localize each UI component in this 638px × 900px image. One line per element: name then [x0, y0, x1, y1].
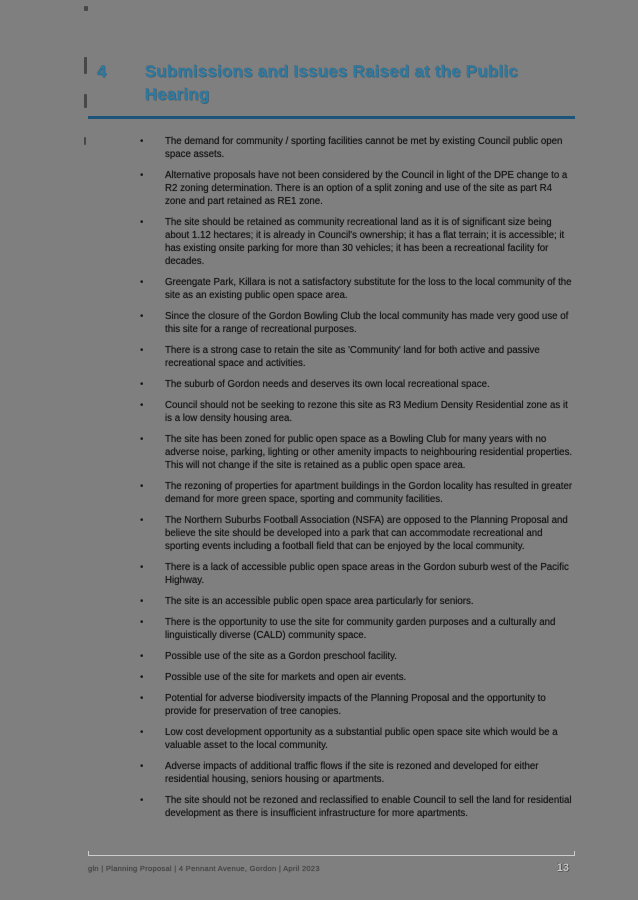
bullet-item: [140, 433, 575, 472]
bullet-item: [140, 399, 575, 425]
bullet-text: Council should not be seeking to rezone this site as R3 Medium Density Residential zone as it is a low density housing area.: [165, 400, 568, 424]
bullet-item: [140, 135, 575, 161]
bullet-icon: •: [140, 515, 144, 526]
section-number: 4: [97, 62, 107, 81]
bullet-item: [140, 378, 575, 391]
scan-artifact: [84, 6, 88, 11]
bullet-text: Alternative proposals have not been considered by the Council in light of the DPE change to a R2 zoning determination. There is an option of a split zoning and use of the site as part R4 zone and part retained as RE1 zone.: [165, 170, 568, 207]
bullet-icon: •: [140, 170, 144, 181]
page-number: 13: [556, 862, 569, 874]
bullet-text: The site should be retained as community recreational land as it is of significant size being about 1.12 hectares; it is already in Council's ownership; it has a flat terrain; it is accessible; it has existing onsite parking for more than 30 vehicles; it has been a recreational facility for decades.: [165, 217, 565, 267]
bullet-icon: •: [140, 136, 144, 147]
bullet-icon: •: [140, 277, 144, 288]
bullet-text: The demand for community / sporting facilities cannot be met by existing Council public open space assets.: [165, 136, 563, 160]
bullet-text: There is a strong case to retain the site as 'Community' land for both active and passive recreational space and activities.: [165, 345, 540, 369]
bullet-item: [140, 726, 575, 752]
bullet-item: [140, 671, 575, 684]
bullet-icon: •: [140, 562, 144, 573]
bullet-item: [140, 344, 575, 370]
bullet-item: [140, 310, 575, 336]
page-footer: [88, 855, 575, 874]
bullet-text: The Northern Suburbs Football Association (NSFA) are opposed to the Planning Proposal and believe the site should be developed into a park that can accommodate recreational and sporting events including a football field that can be enjoyed by the local community.: [165, 515, 568, 552]
bullet-text: There is the opportunity to use the site for community garden purposes and a culturally and linguistically diverse (CALD) community space.: [165, 617, 556, 641]
bullet-icon: •: [140, 311, 144, 322]
bullet-icon: •: [140, 651, 144, 662]
footer-rule: [88, 855, 575, 856]
footer-text: gln | Planning Proposal | 4 Pennant Avenue, Gordon | April 2023: [88, 864, 320, 873]
bullet-text: Possible use of the site as a Gordon preschool facility.: [165, 651, 397, 662]
bullet-icon: •: [140, 345, 144, 356]
submissions-bullet-list: [88, 135, 575, 820]
bullet-icon: •: [140, 761, 144, 772]
bullet-text: Possible use of the site for markets and open air events.: [165, 672, 407, 683]
bullet-icon: •: [140, 727, 144, 738]
bullet-item: [140, 561, 575, 587]
bullet-icon: •: [140, 481, 144, 492]
bullet-text: The suburb of Gordon needs and deserves its own local recreational space.: [165, 379, 490, 390]
footer-row: [88, 862, 575, 874]
bullet-item: [140, 514, 575, 553]
bullet-item: [140, 650, 575, 663]
bullet-text: There is a lack of accessible public open space areas in the Gordon suburb west of the Pacific Highway.: [165, 562, 569, 586]
section-title: Submissions and Issues Raised at the Public Hearing: [145, 62, 519, 104]
bullet-icon: •: [140, 617, 144, 628]
document-page-content: [88, 60, 575, 828]
bullet-item: [140, 169, 575, 208]
section-heading: [88, 60, 575, 106]
bullet-item: [140, 760, 575, 786]
bullet-text: Adverse impacts of additional traffic flows if the site is rezoned and developed for either residential housing, seniors housing or apartments.: [165, 761, 539, 785]
bullet-text: Potential for adverse biodiversity impacts of the Planning Proposal and the opportunity to provide for preservation of tree canopies.: [165, 693, 546, 717]
heading-rule: [88, 116, 575, 119]
bullet-item: [140, 216, 575, 268]
bullet-icon: •: [140, 217, 144, 228]
bullet-text: Since the closure of the Gordon Bowling Club the local community has made very good use of this site for a range of recreational purposes.: [165, 311, 569, 335]
bullet-text: Low cost development opportunity as a substantial public open space site which would be a valuable asset to the local community.: [165, 727, 558, 751]
scan-artifact: [84, 94, 87, 108]
bullet-text: The site has been zoned for public open space as a Bowling Club for many years with no adverse noise, parking, lighting or other amenity impacts to neighbouring residential properties. This will not change if the site is retained as a public open space area.: [165, 434, 573, 471]
bullet-icon: •: [140, 795, 144, 806]
bullet-item: [140, 616, 575, 642]
bullet-item: [140, 480, 575, 506]
bullet-text: Greengate Park, Killara is not a satisfactory substitute for the loss to the local community of the site as an existing public open space area.: [165, 277, 572, 301]
bullet-item: [140, 595, 575, 608]
bullet-text: The site should not be rezoned and reclassified to enable Council to sell the land for residential development as there is insufficient infrastructure for more apartments.: [165, 795, 572, 819]
bullet-item: [140, 692, 575, 718]
bullet-item: [140, 276, 575, 302]
scan-artifact: [84, 57, 87, 74]
scan-artifact: [84, 137, 86, 145]
bullet-text: The site is an accessible public open space area particularly for seniors.: [165, 596, 474, 607]
bullet-icon: •: [140, 672, 144, 683]
bullet-text: The rezoning of properties for apartment buildings in the Gordon locality has resulted in greater demand for more green space, sporting and community facilities.: [165, 481, 573, 505]
bullet-icon: •: [140, 693, 144, 704]
bullet-icon: •: [140, 596, 144, 607]
bullet-icon: •: [140, 400, 144, 411]
bullet-icon: •: [140, 379, 144, 390]
bullet-icon: •: [140, 434, 144, 445]
bullet-item: [140, 794, 575, 820]
